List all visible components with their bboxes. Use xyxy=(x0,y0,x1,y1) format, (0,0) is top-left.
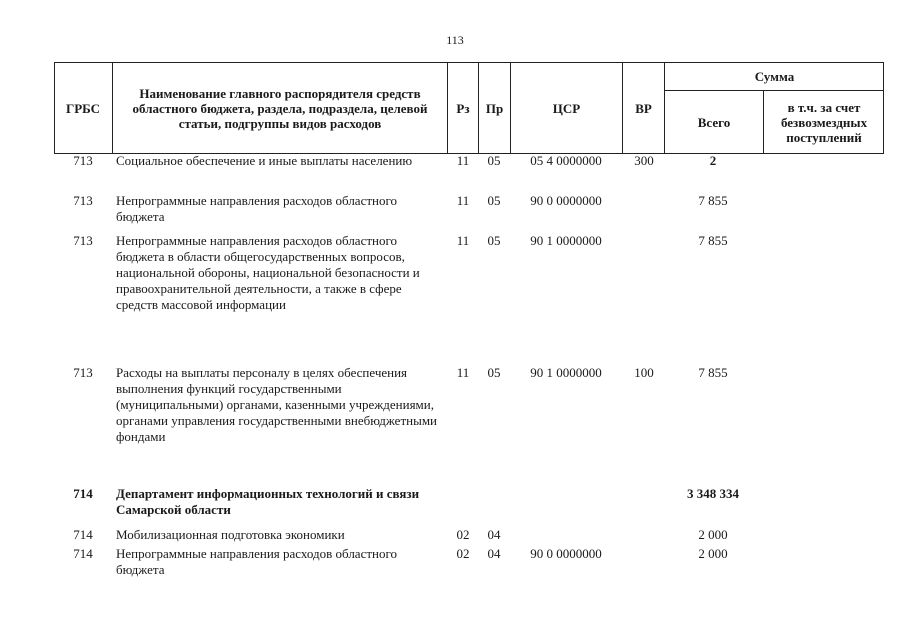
cell-pr: 05 xyxy=(487,365,501,380)
cell-rz: 11 xyxy=(456,365,470,380)
cell-vr: 300 xyxy=(634,153,654,168)
page-number: 113 xyxy=(446,33,464,47)
header-pr: Пр xyxy=(485,100,504,116)
header-csr: ЦСР xyxy=(552,100,581,116)
cell-pr: 04 xyxy=(487,527,501,542)
cell-total: 2 000 xyxy=(698,527,728,542)
cell-csr: 90 1 0000000 xyxy=(530,233,602,248)
header-total: Всего xyxy=(697,115,731,130)
divider xyxy=(112,62,113,154)
cell-name: Непрограммные направления расходов областного бюджета xyxy=(116,546,397,577)
cell-rz: 02 xyxy=(456,527,470,542)
cell-total: 2 000 xyxy=(698,546,728,561)
cell-grbs: 714 xyxy=(73,546,93,561)
cell-pr: 05 xyxy=(487,193,501,208)
cell-csr: 90 1 0000000 xyxy=(530,365,602,380)
header-rz: Рз xyxy=(456,100,470,116)
header-incl: в т.ч. за счет безвозмездных поступлений xyxy=(780,100,868,145)
cell-grbs: 713 xyxy=(73,153,93,168)
cell-rz: 11 xyxy=(456,153,470,168)
cell-total: 7 855 xyxy=(698,365,728,380)
header-vr: ВР xyxy=(635,100,652,116)
header-grbs: ГРБС xyxy=(65,100,101,116)
cell-grbs: 713 xyxy=(73,365,93,380)
cell-name: Расходы на выплаты персоналу в целях обеспечения выполнения функций государственными (муниципальными) органами, казенными учреждениями, органами управления государственными внебюджетными фондами xyxy=(116,365,438,444)
cell-rz: 11 xyxy=(456,233,470,248)
cell-grbs: 714 xyxy=(73,527,93,542)
cell-grbs: 714 xyxy=(73,486,93,501)
cell-name: Департамент информационных технологий и связи Самарской области xyxy=(116,486,420,517)
cell-csr: 05 4 0000000 xyxy=(530,153,602,168)
cell-total: 2 xyxy=(709,153,717,168)
cell-name: Непрограммные направления расходов областного бюджета в области общегосударственных вопросов, национальной обороны, национальной безопасности и правоохранительной деятельности, а также в сфере средств массовой информации xyxy=(116,233,420,312)
cell-vr: 100 xyxy=(634,365,654,380)
cell-grbs: 713 xyxy=(73,233,93,248)
cell-total: 7 855 xyxy=(698,193,728,208)
cell-rz: 02 xyxy=(456,546,470,561)
cell-csr: 90 0 0000000 xyxy=(530,193,602,208)
cell-rz: 11 xyxy=(456,193,470,208)
header-sum: Сумма xyxy=(754,68,795,84)
cell-total: 7 855 xyxy=(698,233,728,248)
cell-total: 3 348 334 xyxy=(687,486,739,501)
cell-pr: 05 xyxy=(487,233,501,248)
cell-pr: 05 xyxy=(487,153,501,168)
cell-name: Социальное обеспечение и иные выплаты населению xyxy=(116,153,413,168)
cell-name: Непрограммные направления расходов областного бюджета xyxy=(116,193,397,224)
header-name: Наименование главного распорядителя средств областного бюджета, раздела, подраздела, целевой статьи, подгруппы видов расходов xyxy=(132,85,428,131)
cell-name: Мобилизационная подготовка экономики xyxy=(116,527,345,542)
cell-grbs: 713 xyxy=(73,193,93,208)
cell-csr: 90 0 0000000 xyxy=(530,546,602,561)
cell-pr: 04 xyxy=(487,546,501,561)
